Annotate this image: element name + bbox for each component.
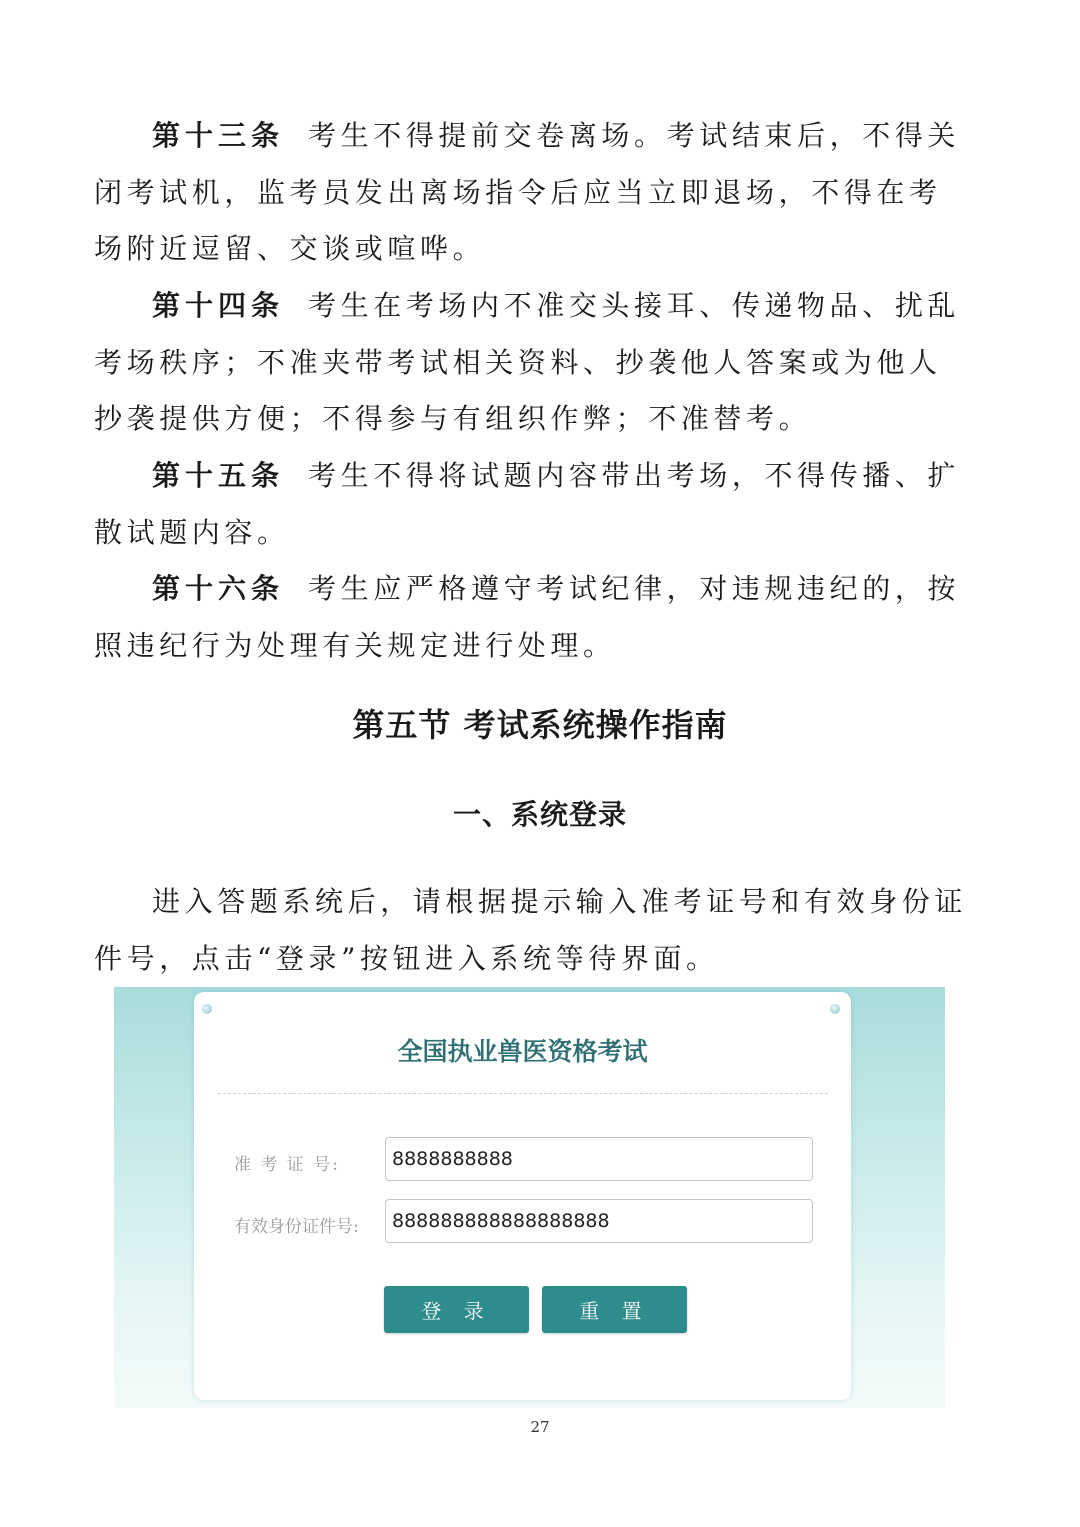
article-13-number: 第十三条 [152, 119, 285, 152]
login-card [194, 992, 851, 1400]
article-16 [94, 561, 974, 674]
article-15-number: 第十五条 [152, 459, 285, 492]
exam-id-input[interactable]: 8888888888 [385, 1137, 813, 1181]
decor-dot-icon [202, 1004, 212, 1014]
article-15-text: 考生不得将试题内容带出考场，不得传播、扩散试题内容。 [94, 459, 961, 549]
id-card-input[interactable]: 888888888888888888 [385, 1199, 813, 1243]
id-card-label: 有效身份证件号: [234, 1217, 359, 1237]
article-14-text: 考生在考场内不准交头接耳、传递物品、扰乱考场秩序；不准夹带考试相关资料、抄袭他人答案或为他人抄袭提供方便；不得参与有组织作弊；不准替考。 [94, 289, 961, 435]
title-divider [218, 1093, 828, 1094]
article-16-text: 考生应严格遵守考试纪律，对违规违纪的，按照违纪行为处理有关规定进行处理。 [94, 572, 961, 662]
section-title: 第五节 考试系统操作指南 [352, 706, 728, 744]
article-14-number: 第十四条 [152, 289, 285, 322]
login-title: 全国执业兽医资格考试 [397, 1037, 648, 1066]
login-button[interactable]: 登 录 [384, 1286, 529, 1333]
article-14 [94, 278, 974, 448]
reset-button[interactable]: 重 置 [542, 1286, 687, 1333]
page-number: 27 [530, 1418, 550, 1436]
article-13 [94, 108, 974, 278]
article-13-text: 考生不得提前交卷离场。考试结束后，不得关闭考试机，监考员发出离场指令后应当立即退场，不得在考场附近逗留、交谈或喧哗。 [94, 119, 961, 265]
subsection-title: 一、系统登录 [452, 798, 627, 831]
exam-id-label: 准 考 证 号: [234, 1155, 340, 1175]
instruction-paragraph: 进入答题系统后，请根据提示输入准考证号和有效身份证件号，点击“登录”按钮进入系统等待界面。 [94, 885, 968, 975]
article-16-number: 第十六条 [152, 572, 285, 605]
article-15 [94, 448, 974, 561]
decor-dot-icon [830, 1004, 840, 1014]
login-screenshot [114, 987, 945, 1408]
